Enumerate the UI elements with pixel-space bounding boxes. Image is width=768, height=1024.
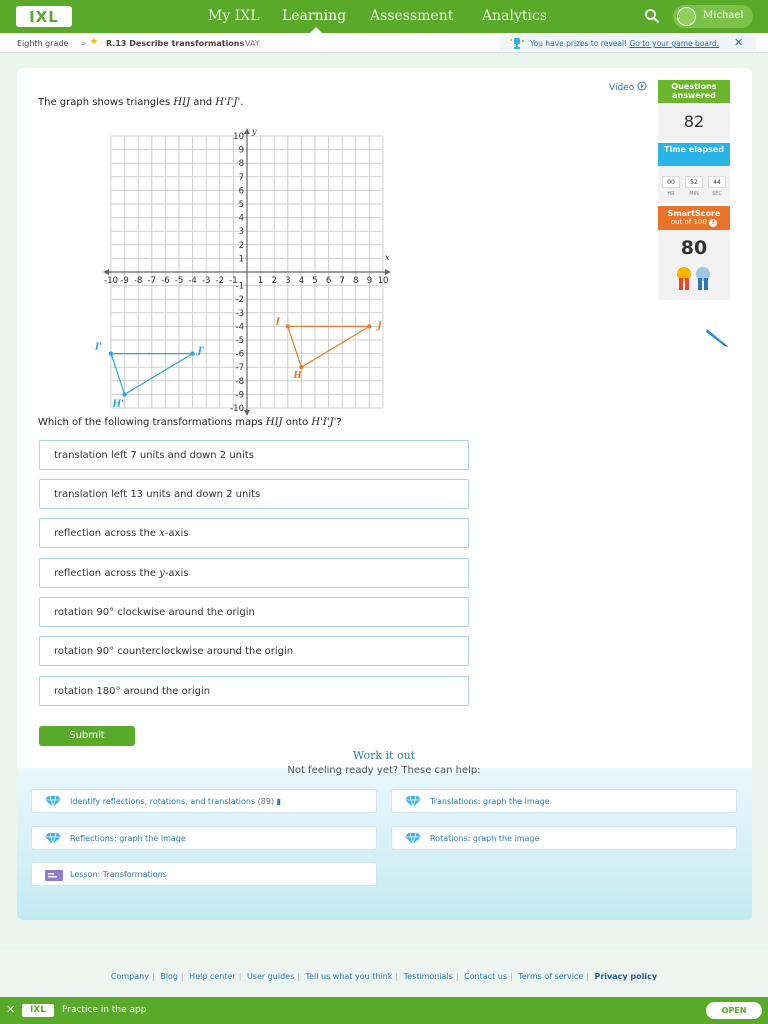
y-tick-label: 4: [238, 213, 244, 224]
search-icon[interactable]: [644, 8, 660, 24]
y-tick-label: -8: [235, 376, 244, 387]
y-tick-label: -9: [235, 390, 244, 401]
not-ready-text: Not feeling ready yet? These can help:: [287, 765, 481, 776]
x-tick-label: -7: [147, 276, 157, 286]
question-text: The graph shows triangles HIJ and H'I'J'.: [38, 97, 244, 108]
x-tick-label: 7: [339, 276, 345, 286]
close-icon[interactable]: ✕: [734, 36, 744, 49]
time-elapsed-label: Time elapsed: [658, 143, 730, 166]
question-prompt: Which of the following transformations maps HIJ onto H'I'J'?: [38, 417, 342, 428]
footer-link-contact[interactable]: Contact us: [464, 972, 507, 981]
y-tick-label: -7: [235, 363, 244, 374]
choice-rotation-180[interactable]: rotation 180° around the origin: [39, 676, 469, 706]
open-app-button[interactable]: OPEN: [706, 1002, 762, 1019]
nav-learning[interactable]: Learning: [282, 8, 347, 24]
prize-banner: [500, 35, 756, 51]
x-tick-label: 2: [271, 276, 277, 286]
submit-button[interactable]: Submit: [39, 726, 135, 746]
trophy-icon: [509, 37, 525, 49]
y-tick-label: 2: [238, 240, 244, 251]
x-tick-label: -4: [188, 276, 197, 286]
footer-link-company[interactable]: Company: [110, 972, 149, 981]
diamond-icon: [404, 832, 422, 845]
x-tick-label: 8: [353, 276, 359, 286]
x-tick-label: -9: [120, 276, 129, 286]
nav-my-ixl[interactable]: My IXL: [208, 8, 260, 24]
y-axis-arrow-up: [244, 128, 250, 134]
breadcrumb-grade[interactable]: Eighth grade: [17, 39, 69, 48]
help-icon[interactable]: ?: [709, 219, 717, 227]
star-icon: ★: [90, 37, 99, 47]
time-unit-hr: HR: [667, 191, 675, 197]
choice-reflection-x-axis[interactable]: reflection across the x-axis: [39, 518, 469, 548]
y-tick-label: 3: [238, 227, 244, 238]
y-tick-label: -2: [235, 295, 244, 306]
y-tick-label: 6: [238, 186, 244, 197]
help-link-identify-transformations[interactable]: Identify reflections, rotations, and translations (89) ▮: [31, 789, 377, 813]
coordinate-graph: [60, 118, 424, 414]
footer-links: Company | Blog | Help center | User guides | Tell us what you think | Testimonials | Contact us | Terms of service | Privacy policy: [110, 972, 658, 981]
y-tick-label: -1: [235, 281, 244, 292]
y-tick-label: -3: [235, 308, 244, 319]
vertex-point: [190, 351, 194, 355]
time-hr: 00: [662, 176, 680, 188]
x-tick-label: 3: [285, 276, 291, 286]
footer-link-privacy[interactable]: Privacy policy: [594, 972, 658, 981]
x-tick-label: -3: [201, 276, 211, 286]
smartscore-value-box: [658, 230, 730, 300]
time-unit-min: MIN: [689, 191, 699, 197]
x-tick-label: 1: [257, 276, 264, 286]
vertex-point: [109, 351, 113, 355]
footer-link-blog[interactable]: Blog: [160, 972, 178, 981]
breadcrumb: [0, 33, 768, 53]
lesson-icon: [44, 868, 64, 882]
x-tick-label: -10: [104, 276, 118, 286]
pencil-icon[interactable]: [704, 326, 732, 350]
diamond-icon: [44, 795, 62, 808]
vertex-label: I': [95, 342, 102, 353]
top-nav-bar: [0, 0, 768, 33]
footer-link-help-center[interactable]: Help center: [189, 972, 236, 981]
diamond-icon: [44, 832, 62, 845]
time-sec: 44: [708, 176, 726, 188]
vertex-point: [286, 324, 290, 328]
footer-link-feedback[interactable]: Tell us what you think: [305, 972, 393, 981]
vertex-label: J': [197, 346, 205, 357]
vertex-point: [122, 392, 126, 396]
vertex-label: H: [293, 371, 302, 382]
questions-answered-value: 82: [658, 103, 730, 141]
x-tick-label: -6: [161, 276, 170, 286]
user-name: Michael: [703, 10, 744, 21]
y-tick-label: 5: [238, 200, 244, 210]
close-icon[interactable]: ✕: [6, 1003, 16, 1016]
time-min: 52: [685, 176, 703, 188]
choice-reflection-y-axis[interactable]: reflection across the y-axis: [39, 558, 469, 588]
help-link-translations[interactable]: Translations: graph the image: [391, 789, 737, 813]
x-tick-label: 6: [325, 276, 332, 286]
diamond-icon: [404, 795, 422, 808]
y-tick-label: 8: [238, 159, 244, 170]
y-tick-label: 10: [233, 132, 244, 142]
ixl-app-logo: IXL: [22, 1004, 54, 1017]
vertex-label: J: [377, 321, 382, 332]
user-menu-button[interactable]: [673, 5, 753, 28]
nav-analytics[interactable]: Analytics: [482, 8, 547, 24]
footer-link-testimonials[interactable]: Testimonials: [403, 972, 453, 981]
choice-translation-left-7-down-2[interactable]: translation left 7 units and down 2 units: [39, 440, 469, 470]
x-axis-arrow-right: [385, 269, 391, 275]
footer-link-terms[interactable]: Terms of service: [518, 972, 584, 981]
skill-code: VAY: [245, 39, 260, 48]
y-tick-label: 9: [238, 145, 244, 156]
footer-link-user-guides[interactable]: User guides: [246, 972, 295, 981]
x-tick-label: 9: [366, 276, 373, 286]
vertex-point: [299, 365, 303, 369]
bookmark-icon: ▮: [276, 797, 282, 806]
y-tick-label: -6: [235, 349, 244, 360]
app-banner: [0, 997, 768, 1024]
breadcrumb-skill: R.13 Describe transformations: [106, 39, 245, 48]
y-tick-label: 7: [238, 172, 244, 183]
vertex-label: I: [275, 317, 281, 328]
x-axis-arrow-left: [103, 269, 109, 275]
app-banner-text: Practice in the app: [62, 1005, 147, 1015]
prize-text: You have prizes to reveal! Go to your game board.: [530, 39, 720, 48]
smartscore-label: SmartScore out of 100 ?: [658, 206, 730, 230]
x-tick-label: -5: [174, 276, 184, 286]
time-unit-sec: SEC: [712, 191, 722, 197]
y-tick-label: -10: [230, 404, 244, 414]
vertex-point: [367, 324, 371, 328]
questions-answered-label: Questions answered: [658, 80, 730, 103]
work-it-out-link[interactable]: Work it out: [352, 749, 416, 762]
logo-text: IXL: [29, 7, 59, 26]
choice-rotation-90-ccw[interactable]: rotation 90° counterclockwise around the origin: [39, 636, 469, 666]
video-link[interactable]: Video: [609, 81, 647, 93]
x-axis-label: x: [385, 253, 390, 262]
user-avatar-icon: [677, 7, 696, 26]
nav-assessment[interactable]: Assessment: [370, 8, 454, 24]
help-link-lesson[interactable]: Lesson: Transformations: [31, 862, 377, 886]
ixl-logo[interactable]: [16, 6, 72, 27]
choice-translation-left-13-down-2[interactable]: translation left 13 units and down 2 units: [39, 479, 469, 509]
smartscore-value: 80: [680, 237, 708, 259]
x-tick-label: 4: [298, 276, 305, 286]
play-icon: [637, 81, 647, 91]
y-tick-label: -5: [235, 336, 244, 346]
x-tick-label: 5: [312, 276, 318, 286]
x-tick-label: 10: [377, 276, 389, 286]
x-tick-label: -1: [229, 276, 238, 286]
choice-rotation-90-cw[interactable]: rotation 90° clockwise around the origin: [39, 597, 469, 627]
help-link-reflections[interactable]: Reflections: graph the image: [31, 826, 377, 850]
footer: [0, 950, 768, 1000]
x-tick-label: -2: [215, 276, 225, 286]
y-tick-label: -4: [235, 322, 244, 333]
y-axis-label: y: [252, 127, 257, 136]
game-board-link[interactable]: Go to your game board.: [629, 39, 720, 48]
y-tick-label: 1: [238, 254, 244, 265]
vertex-label: H': [112, 399, 124, 410]
x-tick-label: -8: [133, 276, 143, 286]
help-link-rotations[interactable]: Rotations: graph the image: [391, 826, 737, 850]
chevron-right-icon: >: [80, 39, 87, 48]
time-elapsed-value: [658, 166, 730, 203]
